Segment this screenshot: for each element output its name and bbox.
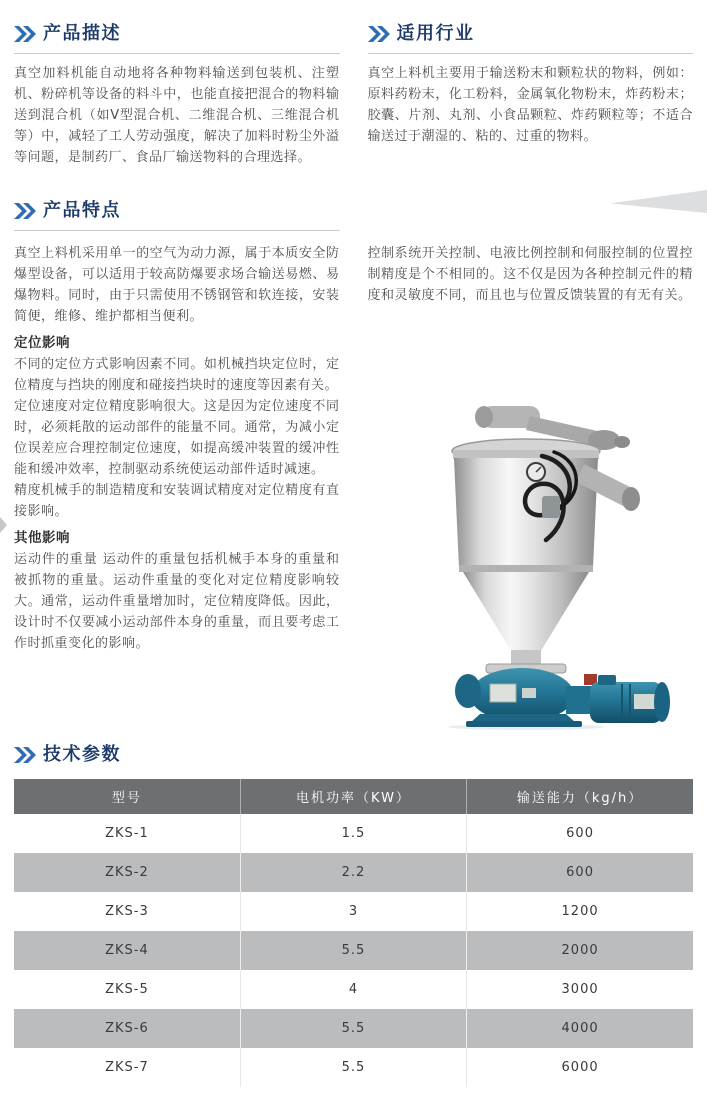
table-row — [14, 970, 693, 1009]
double-chevron-icon — [14, 26, 36, 42]
table-cell: 600 — [467, 853, 693, 892]
top-sections-row — [14, 22, 693, 168]
title-divider — [14, 53, 340, 54]
section-header — [368, 22, 694, 46]
section-industries — [368, 22, 694, 168]
subheading-positioning: 定位影响 — [14, 335, 70, 351]
features-right-column — [368, 234, 694, 734]
table-cell: 5.5 — [240, 1048, 466, 1087]
positioning-paragraph-2: 定位速度对定位精度影响很大。这是因为定位速度不同时，必须耗散的运动部件的能量不同。通常，为减小定位误差应合理控制定位速度，如提高缓冲装置的缓冲性能和缓冲效率，控制驱动系统使运动部件适时减速。 — [14, 399, 340, 477]
table-cell: 5.5 — [240, 931, 466, 970]
section-product-description — [14, 22, 340, 168]
table-cell: 3 — [240, 892, 466, 931]
double-chevron-icon — [14, 203, 36, 219]
product-photo-container — [368, 398, 694, 734]
product-description-paragraph: 真空加料机能自动地将各种物料输送到包装机、注塑机、粉碎机等设备的料斗中，也能直接把混合的物料输送到混合机（如V型混合机、二维混合机、三维混合机等）中，减轻了工人劳动强度，解决了加料时粉尘外溢等问题，是制药厂、食品厂输送物料的合理选择。 — [14, 66, 340, 165]
table-cell: 2.2 — [240, 853, 466, 892]
column-header-capacity: 输送能力（kg/h） — [467, 779, 693, 814]
table-cell: 2000 — [467, 931, 693, 970]
section-features — [14, 199, 693, 734]
features-intro-paragraph: 真空上料机采用单一的空气为动力源，属于本质安全防爆型设备，可以适用于较高防爆要求场合输送易燃、易爆物料。同时，由于只需使用不锈钢管和软连接，安装简便，维修、维护都相当便利。 — [14, 246, 340, 324]
table-cell: 4000 — [467, 1009, 693, 1048]
table-row — [14, 814, 693, 853]
left-edge-wedge-decoration — [0, 517, 7, 533]
table-cell: ZKS-5 — [14, 970, 240, 1009]
industries-paragraph: 真空上料机主要用于输送粉末和颗粒状的物料，例如：原料药粉末，化工粉料，金属氧化物粉末，炸药粉末；胶囊、片剂、丸剂、小食品颗粒、炸药颗粒等；不适合输送过于潮湿的、粘的、过重的物料。 — [367, 66, 693, 144]
table-header-row — [14, 779, 693, 814]
table-row — [14, 1009, 693, 1048]
other-influences-paragraph: 运动件的重量 运动件的重量包括机械手本身的重量和被抓物的重量。运动件重量的变化对定位精度影响较大。通常，运动件重量增加时，定位精度降低。因此，设计时不仅要减小运动部件本身的重量，而且要考虑工作时抓重变化的影响。 — [14, 552, 340, 651]
table-cell: 3000 — [467, 970, 693, 1009]
table-row — [14, 1048, 693, 1087]
section-tech-params — [14, 743, 693, 1087]
double-chevron-icon — [14, 747, 36, 763]
table-row — [14, 853, 693, 892]
table-cell: ZKS-2 — [14, 853, 240, 892]
positioning-paragraph-3: 精度机械手的制造精度和安装调试精度对定位精度有直接影响。 — [14, 483, 340, 519]
table-cell: 4 — [240, 970, 466, 1009]
title-divider — [368, 53, 694, 54]
column-header-model: 型号 — [14, 779, 240, 814]
section-header — [14, 22, 340, 46]
table-cell: 1200 — [467, 892, 693, 931]
double-chevron-icon — [368, 26, 390, 42]
section-title: 产品特点 — [43, 200, 121, 221]
features-left-column — [14, 234, 340, 734]
table-cell: ZKS-6 — [14, 1009, 240, 1048]
vacuum-feeder-product-photo — [426, 398, 688, 730]
table-cell: 5.5 — [240, 1009, 466, 1048]
table-cell: ZKS-1 — [14, 814, 240, 853]
section-header — [14, 199, 340, 223]
section-title: 适用行业 — [396, 23, 475, 44]
positioning-paragraph-1: 不同的定位方式影响因素不同。如机械挡块定位时，定位精度与挡块的刚度和碰接挡块时的速度等因素有关。 — [14, 357, 340, 393]
control-system-paragraph: 控制系统开关控制、电液比例控制和伺服控制的位置控制精度是个不相同的。这不仅是因为各种控制元件的精度和灵敏度不同，而且也与位置反馈装置的有无有关。 — [367, 246, 693, 303]
table-cell: ZKS-4 — [14, 931, 240, 970]
subheading-other-influences: 其他影响 — [14, 530, 70, 546]
section-title: 技术参数 — [43, 744, 121, 765]
table-row — [14, 892, 693, 931]
table-cell: ZKS-3 — [14, 892, 240, 931]
table-cell: ZKS-7 — [14, 1048, 240, 1087]
section-title: 产品描述 — [43, 23, 121, 44]
tech-params-table — [14, 779, 693, 1087]
table-cell: 1.5 — [240, 814, 466, 853]
table-cell: 6000 — [467, 1048, 693, 1087]
section-header — [14, 743, 693, 767]
table-row — [14, 931, 693, 970]
table-cell: 600 — [467, 814, 693, 853]
features-columns — [14, 234, 693, 734]
column-header-motor-power: 电机功率（KW） — [240, 779, 466, 814]
title-divider — [14, 230, 340, 231]
